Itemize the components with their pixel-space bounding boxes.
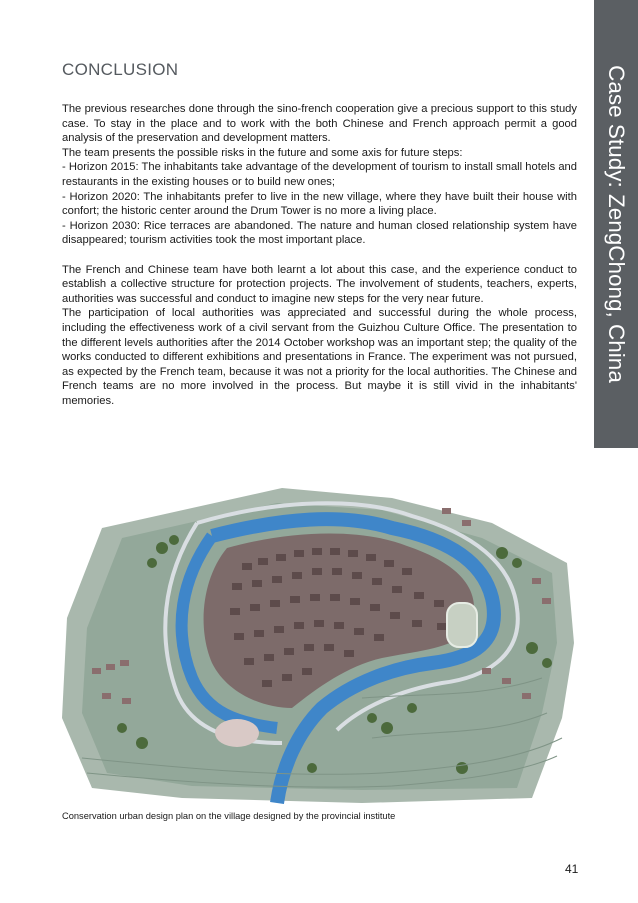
village-plan-figure — [62, 468, 582, 808]
plaza — [215, 719, 259, 747]
paragraph-intro: The previous researches done through the sino-french cooperation give a precious support to this study case. To stay in the place and to work with the both Chinese and French approach permit a good analysis of the preservation and development matters. — [62, 103, 577, 145]
paragraph-team: The French and Chinese team have both learnt a lot about this case, and the experience conduct to establish a collective structure for protection projects. The involvement of students, teachers, experts, authorities was successful and conduct to imagine new steps for the very near future. — [62, 263, 577, 305]
section-title: CONCLUSION — [62, 60, 179, 79]
sports-field — [447, 603, 477, 647]
paragraph-horizon-2020: - Horizon 2020: The inhabitants prefer to live in the new village, where they have built their house with confort; the historic center around the Drum Tower is no more a living place. — [62, 190, 577, 218]
paragraph-authorities: The participation of local authorities was appreciated and successful during the whole process, including the effectiveness work of a civil servant from the Guizhou Culture Office. The presentation to the different levels authorities after the 2014 October workshop was an important step; the quality of the works conducted to different exhibitions and presentations in France. The experiment was not pursued, as expected by the French team, because it was not a priority for the local authorities. The Chinese and French teams are no more involved in the process. But maybe it is still vivid in the inhabitants' memories. — [62, 307, 577, 407]
paragraph-gap — [62, 248, 577, 263]
paragraph-horizon-2015: - Horizon 2015: The inhabitants take advantage of the development of tourism to install small hotels and restaurants in the existing houses or to build new ones; — [62, 161, 577, 188]
page-number: 41 — [565, 862, 579, 876]
paragraph-risks-lead: The team presents the possible risks in the future and some axis for future steps: — [62, 146, 463, 159]
village-plan-image — [62, 468, 582, 808]
body-text — [62, 102, 577, 408]
figure-caption: Conservation urban design plan on the village designed by the provincial institute — [62, 811, 396, 821]
side-title: Case Study: ZengChong, China — [604, 65, 629, 383]
side-band — [594, 0, 638, 448]
paragraph-horizon-2030: - Horizon 2030: Rice terraces are abandoned. The nature and human closed relationship system have disappeared; tourism activities took the most important place. — [62, 219, 577, 247]
